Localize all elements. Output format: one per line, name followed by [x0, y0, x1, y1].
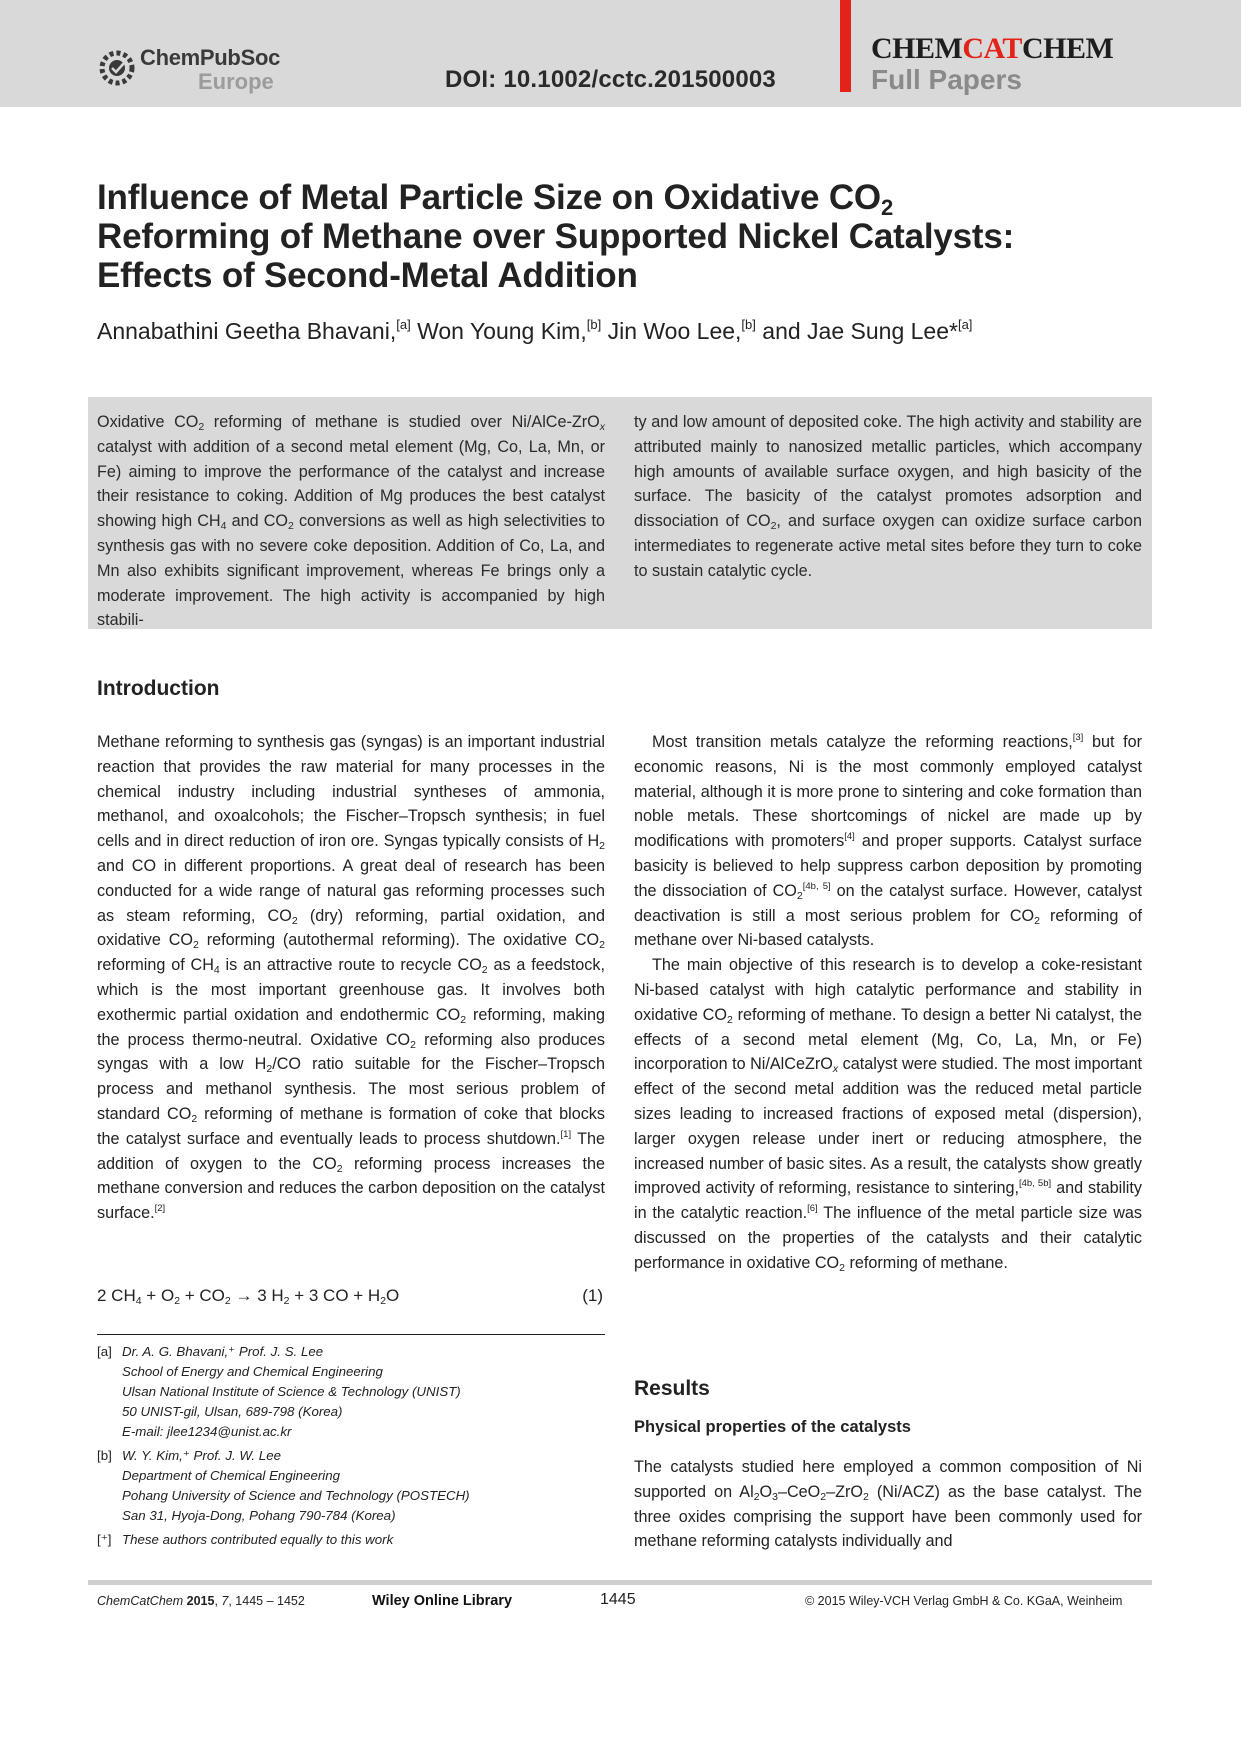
abstract	[88, 397, 1152, 629]
citation-ref[interactable]: [6]	[807, 1203, 818, 1215]
affiliation-b: [b] W. Y. Kim,⁺ Prof. J. W. Lee Department of Chemical Engineering Pohang University of Science and Technology (POSTECH) San 31, Hyoja-Dong, Pohang 790-784 (Korea)	[97, 1448, 470, 1523]
publisher-logo	[98, 45, 298, 95]
citation-ref[interactable]: [4]	[844, 831, 855, 843]
citation-ref[interactable]: [4b, 5]	[802, 880, 831, 892]
citation-ref[interactable]: [1]	[560, 1128, 572, 1140]
physical-properties-heading: Physical properties of the catalysts	[634, 1418, 911, 1436]
intro-paragraph: The main objective of this research is to develop a coke-resistant Ni-based catalyst with high catalytic performance and stability in oxidative $CO_2$ reforming of methane. To design a better Ni catalyst, the effects of a second metal element (Mg, Co, La, Mn, or Fe) incorporation to Ni/AlCeZrO$_x$ catalyst were studied. The most important effect of the second metal addition was the reduced metal particle sizes leading to increased fractions of exposed metal (dispersion), larger oxygen release under inert or reducing atmosphere, the increased number of basic sites. As a result, the catalysts show greatly improved activity of reforming, resistance to sintering,[4b, 5b] and stability in the catalytic reaction.[6] The influence of the metal particle size was discussed on the properties of the catalysts and their catalytic performance in oxidative $CO_2$ reforming of methane.	[634, 956, 1142, 1274]
citation-ref[interactable]: [4b, 5b]	[1019, 1178, 1052, 1190]
journal-name: CHEMCATCHEM	[871, 32, 1114, 65]
citation-ref[interactable]: [2]	[154, 1203, 166, 1215]
footer-divider	[88, 1580, 1152, 1585]
citation-line: ChemCatChem 2015, 7, 1445 – 1452	[97, 1594, 305, 1608]
introduction-heading: Introduction	[97, 677, 220, 700]
results-paragraph: The catalysts studied here employed a common composition of Ni supported on $Al_2O_3-CeO_2-ZrO_2$ (Ni/ACZ) as the base catalyst. The three oxides comprising the support have been commonly used for methane reforming catalysts individually and	[634, 1458, 1142, 1551]
results-heading: Results	[634, 1377, 710, 1400]
introduction-left-column: Methane reforming to synthesis gas (syngas) is an important industrial reaction that provides the raw material for many processes in the chemical industry including industrial syntheses of ammonia, methanol, and oxoalcohols; the Fischer–Tropsch synthesis; in fuel cells and in direct reduction of iron ore. Syngas typically consists of $H_2$ and CO in different proportions. A great deal of research has been conducted for a wide range of natural gas reforming processes such as steam reforming, $CO_2$ (dry) reforming, partial oxidation, and oxidative $CO_2$ reforming (autothermal reforming). The oxidative $CO_2$ reforming of $CH_4$ is an attractive route to recycle $CO_2$ as a feedstock, which is the most important greenhouse gas. It involves both exothermic partial oxidation and endothermic $CO_2$ reforming, making the process thermo-neutral. Oxidative $CO_2$ reforming also produces syngas with a low $H_2/CO$ ratio suitable for the Fischer–Tropsch process and methanol synthesis. The most serious problem of standard $CO_2$ reforming of methane is formation of coke that blocks the catalyst surface and eventually leads to process shutdown.[1] The addition of oxygen to the $CO_2$ reforming process increases the methane conversion and reduces the carbon deposition on the catalyst surface.[2]	[97, 733, 605, 1223]
article-title: Influence of Metal Particle Size on Oxidative $CO_2$ Reforming of Methane over Supported Nickel Catalysts: Effects of Second-Metal Addition	[97, 178, 1015, 295]
footnote-divider	[97, 1334, 605, 1335]
author-list: Annabathini Geetha Bhavani,[a] Won Young Kim,[b] Jin Woo Lee,[b] and Jae Sung Lee*[a]	[97, 317, 973, 344]
affiliation-note: [⁺] These authors contributed equally to this work	[97, 1532, 394, 1547]
intro-paragraph: Most transition metals catalyze the reforming reactions,[3] but for economic reasons, Ni is the most commonly employed catalyst material, although it is more prone to sintering and coke formation than noble metals. These shortcomings of nickel are made up by modifications with promoters[4] and proper supports. Catalyst surface basicity is believed to help suppress carbon deposition by promoting the dissociation of $CO_2[4b, 5]$ on the catalyst surface. However, catalyst deactivation is still a most serious problem for $CO_2$ reforming of methane over Ni-based catalysts.	[634, 732, 1143, 950]
accent-bar	[840, 0, 851, 92]
equation-1: 2 $CH_4 + O_2 + CO_2 \to 3$ $H_2 + 3$ CO + $H_2O$ (1)	[97, 1286, 603, 1307]
affiliation-a: [a] Dr. A. G. Bhavani,⁺ Prof. J. S. Lee School of Energy and Chemical Engineering Ulsan National Institute of Science & Technology (UNIST) 50 UNIST-gil, Ulsan, 689-798 (Korea) E-mail: jlee1234@unist.ac.kr	[97, 1342, 605, 1442]
page-number: 1445	[600, 1591, 636, 1608]
abstract-left-column: Oxidative $CO_2$ reforming of methane is studied over Ni/AlCe-ZrO$_x$ catalyst with addition of a second metal element (Mg, Co, La, Mn, or Fe) aiming to improve the performance of the catalyst and increase their resistance to coking. Addition of Mg produces the best catalyst showing high $CH_4$ and $CO_2$ conversions as well as high selectivities to synthesis gas with no severe coke deposition. Addition of Co, La, and Mn also exhibits significant improvement, whereas Fe brings only a moderate improvement. The high activity is accompanied by high stabili-	[97, 413, 605, 630]
publisher-name: ChemPubSoc	[140, 45, 281, 70]
doi: DOI: 10.1002/cctc.201500003	[445, 66, 776, 93]
section-type: Full Papers	[871, 64, 1022, 95]
publisher-region: Europe	[198, 69, 274, 94]
affiliations	[97, 1342, 605, 1554]
equation-number: (1)	[582, 1286, 603, 1305]
abstract-right-column: ty and low amount of deposited coke. The high activity and stability are attributed mainly to nanosized metallic particles, which accompany high amounts of available surface oxygen, and high basicity of the surface. The basicity of the catalyst promotes adsorption and dissociation of $CO_2$, and surface oxygen can oxidize surface carbon intermediates to regenerate active metal sites before they turn to coke to sustain catalytic cycle.	[634, 413, 1142, 580]
email-link[interactable]: E-mail: jlee1234@unist.ac.kr	[122, 1424, 292, 1439]
wiley-online-library-link[interactable]: Wiley Online Library	[372, 1593, 513, 1609]
citation-ref[interactable]: [3]	[1072, 732, 1084, 743]
copyright: © 2015 Wiley-VCH Verlag GmbH & Co. KGaA, Weinheim	[805, 1594, 1123, 1608]
introduction-right-column	[634, 730, 1142, 1276]
chempubsoc-logo-icon	[98, 48, 138, 88]
